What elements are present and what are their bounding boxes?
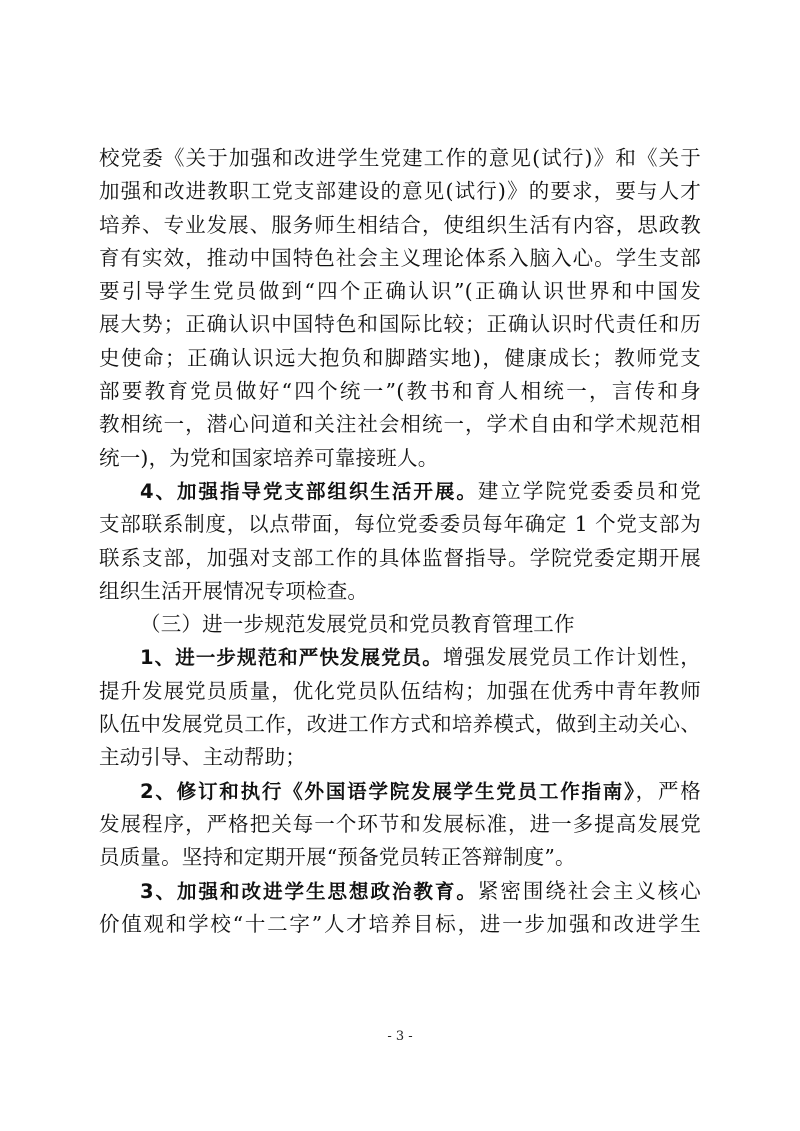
text-line: 史使命；正确认识远大抱负和脚踏实地)，健康成长；教师党支 bbox=[99, 345, 701, 370]
item-heading: 4、加强指导党支部组织生活开展。 bbox=[140, 479, 478, 503]
text-line: 部要教育党员做好“四个统一”(教书和育人相统一，言传和身 bbox=[99, 379, 701, 404]
text-line bbox=[99, 641, 701, 674]
section-heading: （三）进一步规范发展党员和党员教育管理工作 bbox=[140, 612, 575, 637]
text-line: 价值观和学校“十二字”人才培养目标，进一步加强和改进学生 bbox=[99, 911, 701, 936]
text-line: 培养、专业发展、服务师生相结合，使组织生活有内容，思政教 bbox=[99, 212, 701, 237]
text-line bbox=[99, 875, 701, 908]
item-text: 增强发展党员工作计划性， bbox=[442, 645, 701, 670]
paragraph-work-guidelines bbox=[99, 775, 701, 875]
text-line: 育有实效，推动中国特色社会主义理论体系入脑入心。学生支部 bbox=[99, 245, 701, 270]
item-text: 建立学院党委委员和党 bbox=[477, 478, 701, 503]
item-text: ，严格 bbox=[635, 778, 701, 803]
text-line: 统一)，为党和国家培养可靠接班人。 bbox=[99, 445, 439, 470]
text-line: 提升发展党员质量，优化党员队伍结构；加强在优秀中青年教师 bbox=[99, 678, 701, 703]
text-line bbox=[99, 475, 701, 508]
text-line bbox=[99, 775, 701, 808]
page-number: - 3 - bbox=[387, 1029, 413, 1044]
document-body bbox=[99, 142, 701, 941]
text-line: 展大势；正确认识中国特色和国际比较；正确认识时代责任和历 bbox=[99, 312, 701, 337]
text-line: 组织生活开展情况专项检查。 bbox=[99, 578, 369, 603]
text-line: 队伍中发展党员工作，改进工作方式和培养模式，做到主动关心、 bbox=[99, 712, 701, 737]
text-line: 要引导学生党员做到“四个正确认识”(正确认识世界和中国发 bbox=[99, 279, 701, 304]
text-line: 加强和改进教职工党支部建设的意见(试行)》的要求，要与人才 bbox=[99, 179, 701, 204]
text-line: 教相统一，潜心问道和关注社会相统一，学术自由和学术规范相 bbox=[99, 412, 701, 437]
text-line: 联系支部，加强对支部工作的具体监督指导。学院党委定期开展 bbox=[99, 545, 701, 570]
paragraph-ideological-education bbox=[99, 875, 701, 942]
text-line: 主动引导、主动帮助； bbox=[99, 745, 306, 770]
item-heading: 1、进一步规范和严快发展党员。 bbox=[140, 646, 443, 670]
paragraph-party-building-requirements bbox=[99, 142, 701, 475]
item-text: 紧密围绕社会主义核心 bbox=[477, 878, 701, 903]
paragraph-develop-party-members bbox=[99, 641, 701, 774]
item-heading: 3、加强和改进学生思想政治教育。 bbox=[140, 879, 478, 903]
paragraph-branch-organization-life bbox=[99, 475, 701, 608]
text-line: 支部联系制度，以点带面，每位党委委员每年确定 1 个党支部为 bbox=[99, 512, 701, 537]
text-line: 校党委《关于加强和改进学生党建工作的意见(试行)》和《关于 bbox=[99, 146, 701, 170]
text-line: 发展程序，严格把关每一个环节和发展标准，进一多提高发展党 bbox=[99, 811, 701, 836]
text-line: 员质量。坚持和定期开展“预备党员转正答辩制度”。 bbox=[99, 845, 576, 870]
item-heading: 2、修订和执行《外国语学院发展学生党员工作指南》 bbox=[140, 779, 636, 803]
